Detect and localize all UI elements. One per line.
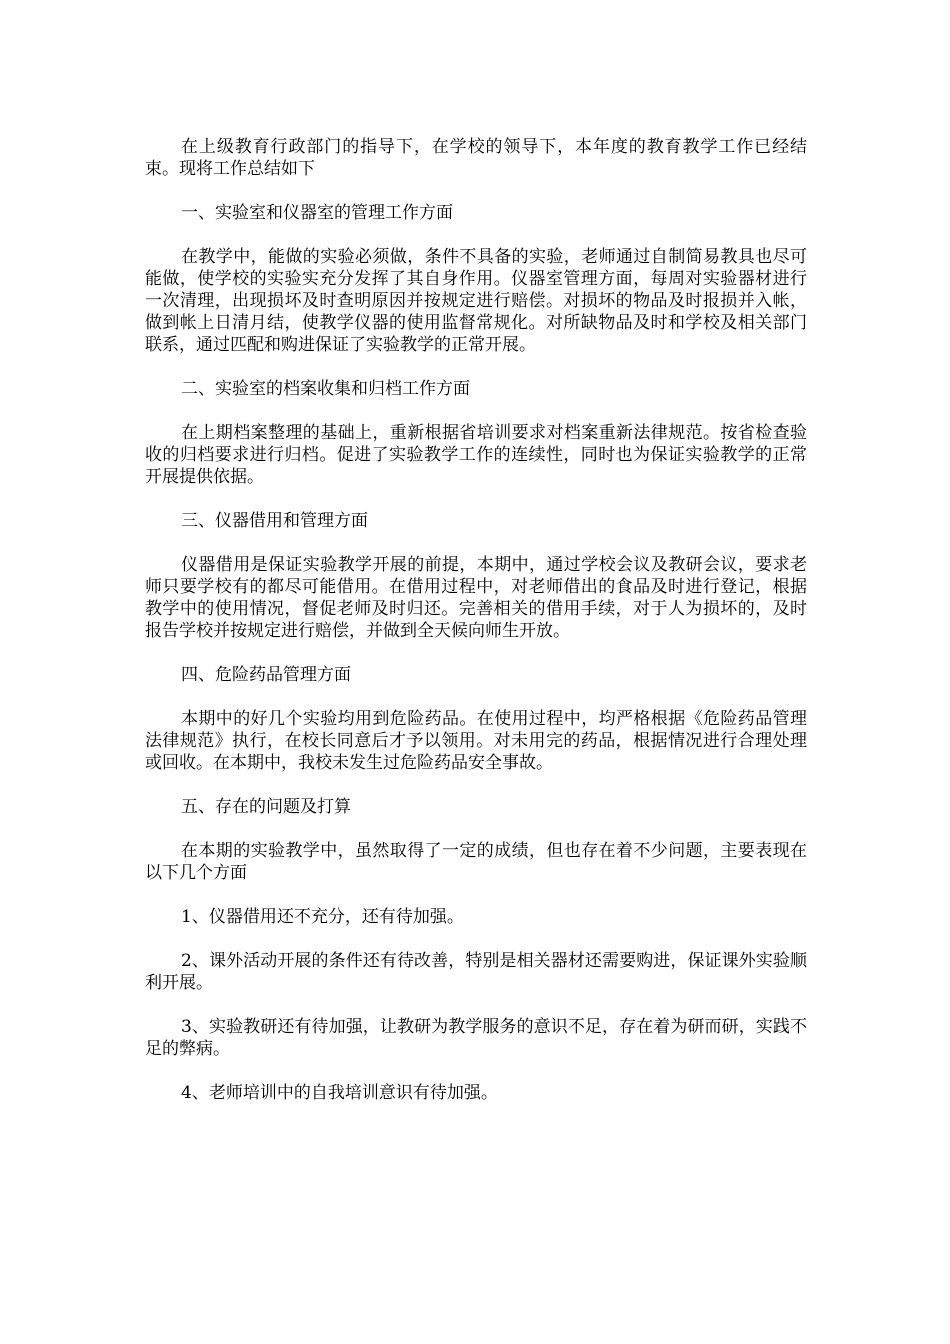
- section-heading-instrument-borrowing: 三、仪器借用和管理方面: [181, 511, 368, 531]
- problem-item-3: 3、实验教研还有待加强，让教研为教学服务的意识不足，存在着为研而研，实践不足的弊病。: [145, 1017, 807, 1059]
- section-heading-hazardous-chemicals: 四、危险药品管理方面: [181, 665, 351, 685]
- archives-paragraph: 在上期档案整理的基础上，重新根据省培训要求对档案重新法律规范。按省检查验收的归档要求进行归档。促进了实验教学工作的连续性，同时也为保证实验教学的正常开展提供依据。: [145, 423, 807, 487]
- lab-management-paragraph: 在教学中，能做的实验必须做，条件不具备的实验，老师通过自制简易教具也尽可能做，使学校的实验实充分发挥了其自身作用。仪器室管理方面，每周对实验器材进行一次清理，出现损坏及时查明原因并按规定进行赔偿。对损坏的物品及时报损并入帐，做到帐上日清月结，使教学仪器的使用监督常规化。对所缺物品及时和学校及相关部门联系，通过匹配和购进保证了实验教学的正常开展。: [145, 247, 807, 355]
- section-heading-problems-plans: 五、存在的问题及打算: [181, 797, 351, 817]
- intro-paragraph: 在上级教育行政部门的指导下，在学校的领导下，本年度的教育教学工作已经结束。现将工作总结如下: [145, 137, 807, 179]
- problem-item-2: 2、课外活动开展的条件还有待改善，特别是相关器材还需要购进，保证课外实验顺利开展。: [145, 951, 807, 993]
- document-page: [145, 136, 807, 1126]
- instrument-borrowing-paragraph: 仪器借用是保证实验教学开展的前提，本期中，通过学校会议及教研会议，要求老师只要学校有的都尽可能借用。在借用过程中，对老师借出的食品及时进行登记，根据教学中的使用情况，督促老师及时归还。完善相关的借用手续，对于人为损坏的，及时报告学校并按规定进行赔偿，并做到全天候向师生开放。: [145, 555, 807, 641]
- problems-intro-paragraph: 在本期的实验教学中，虽然取得了一定的成绩，但也存在着不少问题，主要表现在以下几个方面: [145, 841, 807, 883]
- section-heading-lab-management: 一、实验室和仪器室的管理工作方面: [181, 203, 453, 223]
- problem-item-1: 1、仪器借用还不充分，还有待加强。: [181, 907, 464, 927]
- hazardous-chemicals-paragraph: 本期中的好几个实验均用到危险药品。在使用过程中，均严格根据《危险药品管理法律规范》执行，在校长同意后才予以领用。对未用完的药品，根据情况进行合理处理或回收。在本期中，我校未发生过危险药品安全事故。: [145, 709, 807, 773]
- problem-item-4: 4、老师培训中的自我培训意识有待加强。: [181, 1083, 498, 1103]
- section-heading-archives: 二、实验室的档案收集和归档工作方面: [181, 379, 470, 399]
